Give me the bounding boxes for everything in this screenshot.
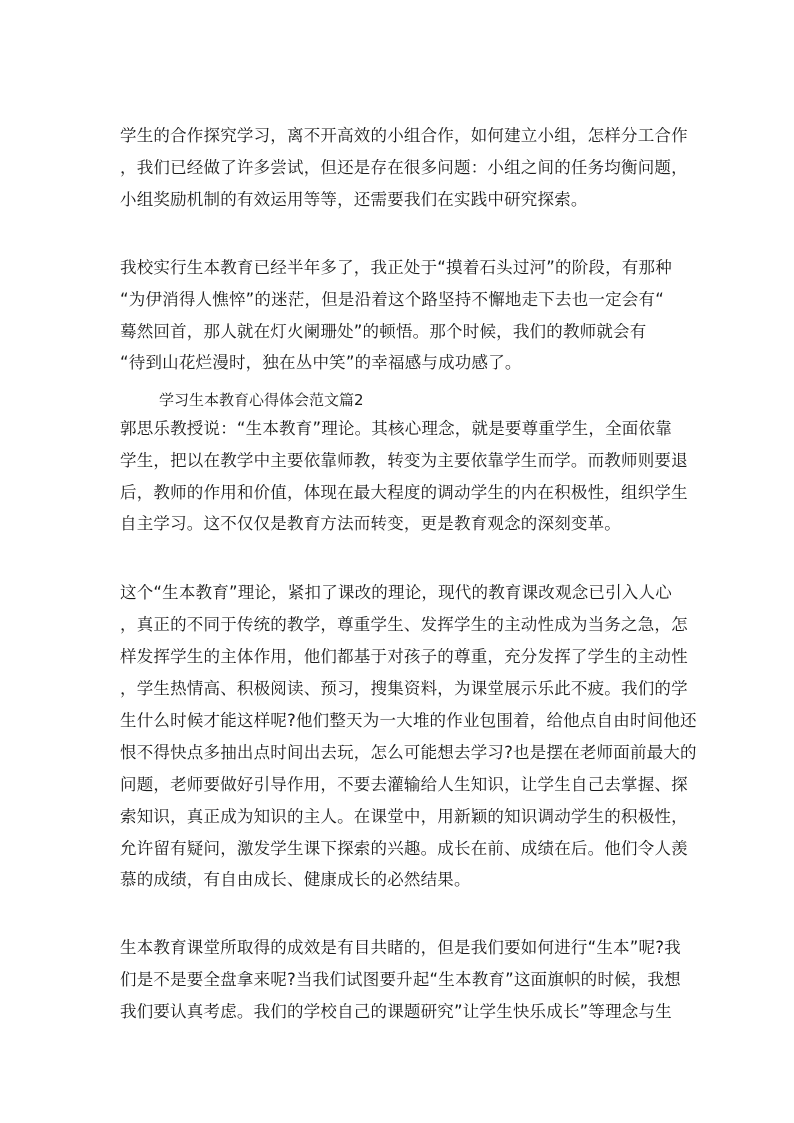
text-line: 我校实行生本教育已经半年多了，我正处于“摸着石头过河”的阶段，有那种 — [120, 258, 672, 277]
text-line: 学生，把以在教学中主要依靠师教，转变为主要依靠学生而学。而教师则要退 — [120, 451, 688, 470]
text-line: “待到山花烂漫时，独在丛中笑”的幸福感与成功感了。 — [120, 353, 522, 372]
text-line: 允许留有疑问，激发学生课下探索的兴趣。成长在前、成绩在后。他们令人羡 — [120, 839, 688, 858]
text-line: ，学生热情高、积极阅读、预习，搜集资料，为课堂展示乐此不疲。我们的学 — [120, 679, 688, 698]
text-line: 小组奖励机制的有效运用等等，还需要我们在实践中研究探索。 — [120, 190, 588, 209]
text-line: 问题，老师要做好引导作用，不要去灌输给人生知识，让学生自己去掌握、探 — [120, 775, 688, 794]
text-line: 慕的成绩，有自由成长、健康成长的必然结果。 — [120, 870, 471, 889]
section-heading: 学习生本教育心得体会范文篇2 — [159, 391, 364, 409]
text-line: 生本教育课堂所取得的成效是有目共睹的，但是我们要如何进行“生本”呢?我 — [120, 938, 681, 957]
text-line: 郭思乐教授说：“生本教育”理论。其核心理念，就是要尊重学生，全面依靠 — [120, 419, 672, 438]
text-line: 生什么时候才能这样呢?他们整天为一大堆的作业包围着，给他点自由时间他还 — [120, 711, 697, 730]
text-line: 样发挥学生的主体作用，他们都基于对孩子的尊重，充分发挥了学生的主动性 — [120, 647, 688, 666]
text-line: “为伊消得人憔悴”的迷茫，但是沿着这个路坚持不懈地走下去也一定会有“ — [120, 290, 664, 309]
text-line: 索知识，真正成为知识的主人。在课堂中，用新颖的知识调动学生的积极性， — [120, 807, 688, 826]
text-line: 恨不得快点多抽出点时间出去玩，怎么可能想去学习?也是摆在老师面前最大的 — [120, 743, 697, 762]
text-line: 这个“生本教育”理论，紧扣了课改的理论，现代的教育课改观念已引入人心 — [120, 583, 672, 602]
text-line: 们是不是要全盘拿来呢?当我们试图要升起“生本教育”这面旗帜的时候，我想 — [120, 970, 681, 989]
text-line: 自主学习。这不仅仅是教育方法而转变，更是教育观念的深刻变革。 — [120, 514, 621, 533]
text-line: 学生的合作探究学习，离不开高效的小组合作，如何建立小组，怎样分工合作 — [120, 126, 688, 145]
text-line: 我们要认真考虑。我们的学校自己的课题研究”让学生快乐成长”等理念与生 — [120, 1002, 672, 1021]
text-line: 蓦然回首，那人就在灯火阑珊处”的顿悟。那个时候，我们的教师就会有 — [120, 322, 647, 341]
text-line: 后，教师的作用和价值，体现在最大程度的调动学生的内在积极性，组织学生 — [120, 483, 688, 502]
text-line: ，我们已经做了许多尝试，但还是存在很多问题：小组之间的任务均衡问题， — [120, 158, 688, 177]
text-line: ，真正的不同于传统的教学，尊重学生、发挥学生的主动性成为当务之急，怎 — [120, 615, 688, 634]
